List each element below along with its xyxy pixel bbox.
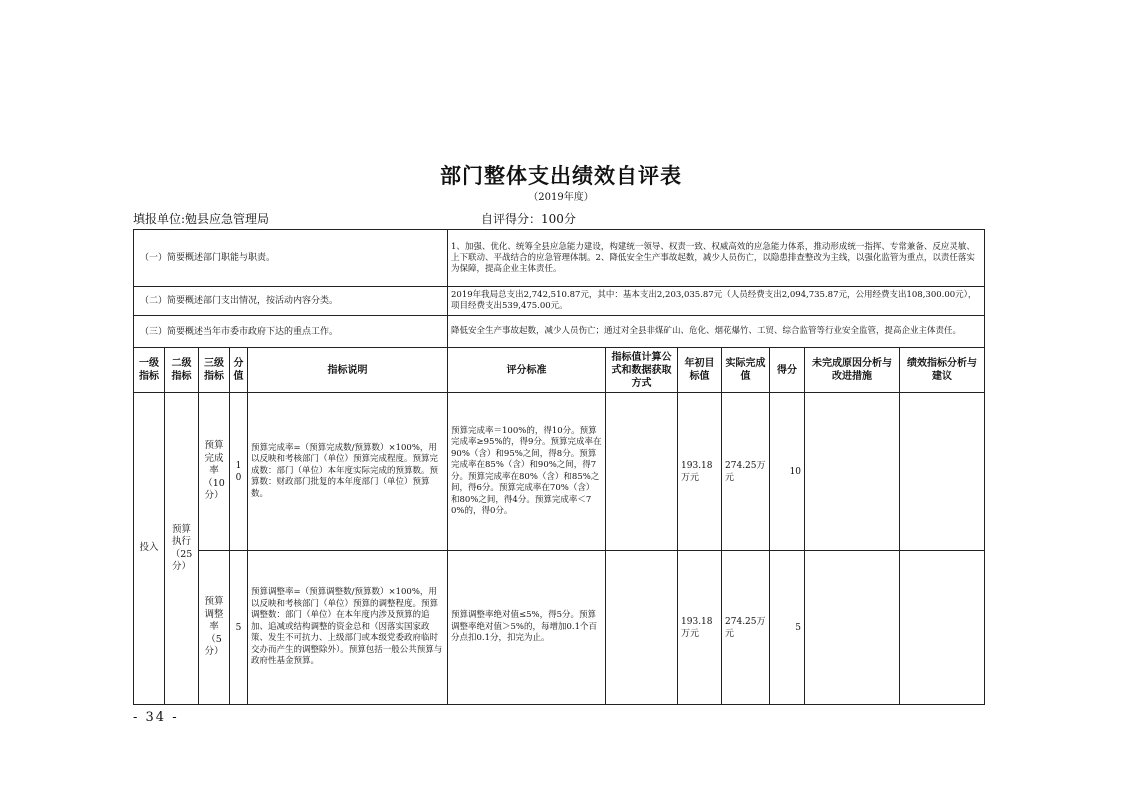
section-value: 降低安全生产事故起数，减少人员伤亡；通过对全县非煤矿山、危化、烟花爆竹、工贸、综合监管等行业安全监管，提高企业主体责任。: [448, 316, 985, 348]
description-cell: 预算完成率=（预算完成数/预算数）×100%，用以反映和考核部门（单位）预算完成程度。预算完成数：部门（单位）本年度实际完成的预算数。预算数：财政部门批复的本年度部门（单位）预算数。: [248, 393, 448, 551]
level2-cell: 预算执行（25分）: [165, 393, 199, 705]
points-cell: 5: [230, 551, 248, 705]
actual-cell: 274.25万元: [722, 393, 770, 551]
table-row: [134, 393, 985, 551]
column-header: 一级指标: [134, 348, 165, 393]
formula-cell: [606, 551, 678, 705]
column-header: 指标值计算公式和数据获取方式: [606, 348, 678, 393]
level3-cell: 预算调整率（5分）: [199, 551, 230, 705]
score-cell: 5: [770, 551, 805, 705]
column-header: 评分标准: [448, 348, 606, 393]
column-header: 未完成原因分析与改进措施: [805, 348, 900, 393]
criteria-cell: 预算完成率＝100%的，得10分。预算完成率≥95%的，得9分。预算完成率在90%（含）和95%之间，得8分。预算完成率在85%（含）和90%之间，得7分。预算完成率在80%（含）和85%之间，得6分。预算完成率在70%（含）和80%之间，得4分。预算完成率＜70%的，得0分。: [448, 393, 606, 551]
column-header: 二级指标: [165, 348, 199, 393]
self-score: 自评得分：100分: [481, 212, 576, 226]
analysis-cell: [900, 551, 985, 705]
section-label: （三）简要概述当年市委市政府下达的重点工作。: [134, 316, 448, 348]
table-row: [134, 551, 985, 705]
reason-cell: [805, 551, 900, 705]
report-year: （2019年度）: [528, 192, 594, 203]
evaluation-table: [133, 229, 985, 705]
analysis-cell: [900, 393, 985, 551]
section-row: [134, 230, 985, 287]
section-label: （二）简要概述部门支出情况，按活动内容分类。: [134, 287, 448, 316]
column-header: 实际完成值: [722, 348, 770, 393]
column-header: 分值: [230, 348, 248, 393]
section-label: （一）简要概述部门职能与职责。: [134, 230, 448, 287]
level1-cell: 投入: [134, 393, 165, 705]
description-cell: 预算调整率=（预算调整数/预算数）×100%，用以反映和考核部门（单位）预算的调整程度。预算调整数：部门（单位）在本年度内涉及预算的追加、追减或结构调整的资金总和（因落实国家政策、发生不可抗力、上级部门或本级党委政府临时交办而产生的调整除外）。预算包括一般公共预算与政府性基金预算。: [248, 551, 448, 705]
page-number: - 34 -: [133, 710, 179, 725]
reporting-unit: 填报单位:勉县应急管理局: [133, 212, 270, 226]
section-row: [134, 287, 985, 316]
section-row: [134, 316, 985, 348]
score-cell: 10: [770, 393, 805, 551]
level3-cell: 预算完成率（10分）: [199, 393, 230, 551]
section-value: 1、加强、优化、统筹全县应急能力建设，构建统一领导、权责一致、权威高效的应急能力体系，推动形成统一指挥、专常兼备、反应灵敏、上下联动、平战结合的应急管理体制。2、降低安全生产事故起数，减少人员伤亡，以隐患排查整改为主线，以强化监管为重点，以责任落实为保障，提高企业主体责任。: [448, 230, 985, 287]
column-header: 得分: [770, 348, 805, 393]
criteria-cell: 预算调整率绝对值≤5%，得5分。预算调整率绝对值＞5%的，每增加0.1个百分点扣0.1分，扣完为止。: [448, 551, 606, 705]
target-cell: 193.18万元: [678, 551, 722, 705]
formula-cell: [606, 393, 678, 551]
target-cell: 193.18万元: [678, 393, 722, 551]
column-header: 年初目标值: [678, 348, 722, 393]
table-header-row: [134, 348, 985, 393]
section-value: 2019年我局总支出2,742,510.87元，其中：基本支出2,203,035.87元（人员经费支出2,094,735.87元，公用经费支出108,300.00元），项目经费支出539,475.00元。: [448, 287, 985, 316]
column-header: 指标说明: [248, 348, 448, 393]
actual-cell: 274.25万元: [722, 551, 770, 705]
points-cell: 10: [230, 393, 248, 551]
column-header: 绩效指标分析与建议: [900, 348, 985, 393]
page-title: 部门整体支出绩效自评表: [440, 163, 682, 188]
reason-cell: [805, 393, 900, 551]
column-header: 三级指标: [199, 348, 230, 393]
